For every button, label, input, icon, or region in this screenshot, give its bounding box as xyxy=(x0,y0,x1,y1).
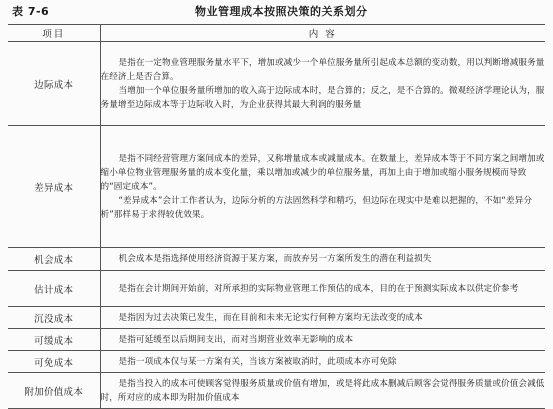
header-content: 内 容 xyxy=(100,25,545,42)
table-row xyxy=(8,42,545,126)
content-paragraph: 是指在会计期间开始前，对所承担的实际物业管理工作预估的成本，目的在于预测实际成本以供定价参考 xyxy=(118,283,519,294)
row-content xyxy=(100,248,545,271)
content-paragraph: 是指在一定物业管理服务量水平下，增加或减少一个单位服务量所引起成本总额的变动数，用以判断增减服务量在经济上是否合算。 xyxy=(100,57,545,82)
header-item: 项目 xyxy=(8,25,100,42)
content-paragraph: 是指当投入的成本可使顾客觉得服务质量或价值有增加，或是将此成本删减后顾客会觉得服务质量或价值会减低时，所对应的成本即为附加价值成本 xyxy=(100,378,545,403)
table-caption xyxy=(0,4,553,20)
table-number: 表 7-6 xyxy=(12,5,50,18)
row-item-label: 可免成本 xyxy=(8,351,100,373)
content-paragraph: 是指一项成本仅与某一方案有关，当该方案被取消时，此项成本亦可免除 xyxy=(118,356,397,367)
content-paragraph: 是指不同经营管理方案间成本的差异，又称增量成本或减量成本。在数量上，差异成本等于不同方案之间增加或缩小单位物业管理服务量的成本变化量，乘以增加或减少的单位服务量，再加上由于增加或缩小服务规模而导致的“固定成本”。 xyxy=(100,153,545,192)
row-content xyxy=(100,307,545,329)
row-item-label: 附加价值成本 xyxy=(8,373,100,409)
row-item-label: 沉没成本 xyxy=(8,307,100,329)
table-row xyxy=(8,248,545,271)
content-paragraph: 机会成本是指选择使用经济资源于某方案，而放弃另一方案所发生的潜在利益损失 xyxy=(118,254,432,264)
row-content xyxy=(100,373,545,409)
table-header-row xyxy=(8,25,545,42)
content-paragraph: 是指因为过去决策已发生，而在目前和未来无论实行何种方案均无法改变的成本 xyxy=(118,312,423,323)
table-row xyxy=(8,351,545,373)
cost-classification-table xyxy=(8,24,545,409)
row-item-label: 差异成本 xyxy=(8,126,100,248)
table-row xyxy=(8,373,545,409)
table-row xyxy=(8,329,545,351)
row-item-label: 机会成本 xyxy=(8,248,100,271)
table-title: 物业管理成本按照决策的关系划分 xyxy=(195,5,368,18)
table-row xyxy=(8,126,545,248)
table-row xyxy=(8,271,545,307)
content-paragraph: “差异成本”会计工作者认为，边际分析的方法固然科学和精巧，但边际在现实中是难以把握的，不如“差异分析”那样易于求得较优效果。 xyxy=(100,195,533,220)
table-row xyxy=(8,307,545,329)
row-content xyxy=(100,126,545,248)
row-content xyxy=(100,329,545,351)
row-item-label: 可缓成本 xyxy=(8,329,100,351)
content-paragraph: 是指可延缓至以后期间支出，而对当期营业效率无影响的成本 xyxy=(118,334,354,345)
content-paragraph: 当增加一个单位服务量所增加的收入高于边际成本时，是合算的；反之，是不合算的。微观经济学理论认为，服务量增至边际成本等于边际收入时，为企业获得其最大利润的服务量 xyxy=(100,85,545,110)
row-item-label: 估计成本 xyxy=(8,271,100,307)
row-content xyxy=(100,351,545,373)
row-item-label: 边际成本 xyxy=(8,42,100,126)
row-content xyxy=(100,42,545,126)
row-content xyxy=(100,271,545,307)
